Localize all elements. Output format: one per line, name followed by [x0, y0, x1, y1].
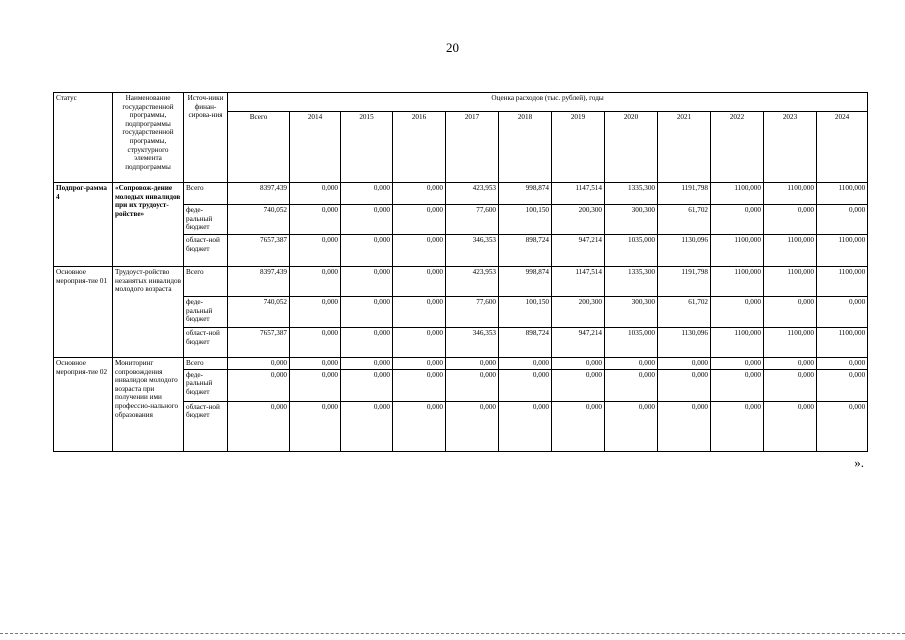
value-cell: 0,000 — [341, 358, 393, 370]
value-cell: 0,000 — [228, 358, 290, 370]
value-cell: 740,052 — [228, 205, 290, 235]
value-cell: 0,000 — [341, 328, 393, 358]
value-cell: 0,000 — [290, 358, 341, 370]
header-row-top — [54, 93, 868, 112]
value-cell: 1100,000 — [817, 267, 868, 297]
value-cell: 1100,000 — [711, 183, 764, 205]
header-col: 2014 — [290, 112, 341, 183]
value-cell: 1100,000 — [817, 235, 868, 267]
value-cell: 0,000 — [658, 369, 711, 401]
value-cell: 0,000 — [817, 401, 868, 451]
header-col: 2021 — [658, 112, 711, 183]
value-cell: 0,000 — [552, 358, 605, 370]
value-cell: 0,000 — [711, 297, 764, 328]
header-name: Наименование государственной программы, подпрограммы государственной программы, структурного элемента подпрограммы — [113, 93, 184, 183]
value-cell: 0,000 — [446, 358, 499, 370]
value-cell: 0,000 — [393, 369, 446, 401]
value-cell: 0,000 — [658, 401, 711, 451]
value-cell: 0,000 — [817, 297, 868, 328]
value-cell: 1100,000 — [817, 328, 868, 358]
value-cell: 998,874 — [499, 183, 552, 205]
value-cell: 7657,387 — [228, 328, 290, 358]
source-cell: феде-ральный бюджет — [184, 205, 228, 235]
value-cell: 0,000 — [341, 183, 393, 205]
value-cell: 0,000 — [290, 401, 341, 451]
value-cell: 0,000 — [393, 235, 446, 267]
source-cell: феде-ральный бюджет — [184, 297, 228, 328]
value-cell: 0,000 — [817, 369, 868, 401]
value-cell: 1147,514 — [552, 267, 605, 297]
name-cell: Мониторинг сопровождения инвалидов молодого возраста при получении ими профессио-нального образования — [113, 358, 184, 452]
value-cell: 0,000 — [393, 297, 446, 328]
value-cell: 1147,514 — [552, 183, 605, 205]
value-cell: 0,000 — [290, 328, 341, 358]
header-col: Всего — [228, 112, 290, 183]
value-cell: 1100,000 — [764, 235, 817, 267]
value-cell: 0,000 — [552, 401, 605, 451]
value-cell: 0,000 — [228, 369, 290, 401]
value-cell: 0,000 — [290, 183, 341, 205]
value-cell: 300,300 — [605, 297, 658, 328]
value-cell: 0,000 — [446, 369, 499, 401]
table-row — [54, 183, 868, 205]
header-col: 2019 — [552, 112, 605, 183]
source-cell: област-ной бюджет — [184, 401, 228, 451]
value-cell: 0,000 — [499, 401, 552, 451]
value-cell: 100,150 — [499, 205, 552, 235]
value-cell: 7657,387 — [228, 235, 290, 267]
header-col: 2020 — [605, 112, 658, 183]
value-cell: 998,874 — [499, 267, 552, 297]
value-cell: 898,724 — [499, 235, 552, 267]
value-cell: 0,000 — [290, 297, 341, 328]
header-col: 2022 — [711, 112, 764, 183]
value-cell: 8397,439 — [228, 267, 290, 297]
header-status: Статус — [54, 93, 113, 183]
value-cell: 200,300 — [552, 205, 605, 235]
value-cell: 0,000 — [764, 297, 817, 328]
source-cell: област-ной бюджет — [184, 328, 228, 358]
status-cell: Основное мероприя-тие 01 — [54, 267, 113, 358]
value-cell: 346,353 — [446, 328, 499, 358]
value-cell: 200,300 — [552, 297, 605, 328]
value-cell: 0,000 — [499, 369, 552, 401]
value-cell: 0,000 — [290, 369, 341, 401]
name-cell: «Сопровож-дение молодых инвалидов при их трудоуст-ройстве» — [113, 183, 184, 267]
value-cell: 0,000 — [341, 297, 393, 328]
value-cell: 1035,000 — [605, 328, 658, 358]
scan-edge-line — [0, 633, 905, 634]
value-cell: 0,000 — [764, 369, 817, 401]
value-cell: 423,953 — [446, 267, 499, 297]
value-cell: 740,052 — [228, 297, 290, 328]
value-cell: 0,000 — [393, 328, 446, 358]
header-col: 2017 — [446, 112, 499, 183]
header-estimate: Оценка расходов (тыс. рублей), годы — [228, 93, 868, 112]
value-cell: 947,214 — [552, 328, 605, 358]
value-cell: 0,000 — [393, 183, 446, 205]
value-cell: 1335,300 — [605, 183, 658, 205]
value-cell: 1100,000 — [711, 328, 764, 358]
value-cell: 947,214 — [552, 235, 605, 267]
table-row — [54, 267, 868, 297]
value-cell: 1100,000 — [711, 267, 764, 297]
header-col: 2024 — [817, 112, 868, 183]
table-row — [54, 358, 868, 370]
value-cell: 1100,000 — [764, 267, 817, 297]
value-cell: 1191,798 — [658, 267, 711, 297]
value-cell: 0,000 — [605, 401, 658, 451]
header-col: 2015 — [341, 112, 393, 183]
status-cell: Подпрог-рамма 4 — [54, 183, 113, 267]
value-cell: 1100,000 — [711, 235, 764, 267]
value-cell: 0,000 — [817, 358, 868, 370]
value-cell: 1130,096 — [658, 235, 711, 267]
header-col: 2023 — [764, 112, 817, 183]
name-cell: Трудоуст-ройство незанятых инвалидов молодого возраста — [113, 267, 184, 358]
value-cell: 0,000 — [341, 369, 393, 401]
value-cell: 346,353 — [446, 235, 499, 267]
value-cell: 0,000 — [552, 369, 605, 401]
value-cell: 0,000 — [290, 267, 341, 297]
value-cell: 77,600 — [446, 297, 499, 328]
value-cell: 0,000 — [764, 205, 817, 235]
value-cell: 0,000 — [341, 401, 393, 451]
source-cell: Всего — [184, 358, 228, 370]
status-cell: Основное мероприя-тие 02 — [54, 358, 113, 452]
value-cell: 1100,000 — [764, 328, 817, 358]
value-cell: 0,000 — [711, 401, 764, 451]
source-cell: Всего — [184, 183, 228, 205]
value-cell: 0,000 — [605, 369, 658, 401]
source-cell: Всего — [184, 267, 228, 297]
value-cell: 0,000 — [290, 205, 341, 235]
budget-table — [53, 92, 868, 452]
closing-mark: ». — [854, 455, 864, 470]
value-cell: 1191,798 — [658, 183, 711, 205]
value-cell: 1100,000 — [817, 183, 868, 205]
value-cell: 61,702 — [658, 205, 711, 235]
value-cell: 0,000 — [446, 401, 499, 451]
page-number: 20 — [446, 40, 459, 55]
value-cell: 8397,439 — [228, 183, 290, 205]
value-cell: 423,953 — [446, 183, 499, 205]
value-cell: 0,000 — [764, 401, 817, 451]
value-cell: 0,000 — [711, 369, 764, 401]
value-cell: 0,000 — [341, 205, 393, 235]
value-cell: 898,724 — [499, 328, 552, 358]
source-cell: област-ной бюджет — [184, 235, 228, 267]
value-cell: 0,000 — [711, 358, 764, 370]
header-col: 2018 — [499, 112, 552, 183]
value-cell: 1335,300 — [605, 267, 658, 297]
value-cell: 300,300 — [605, 205, 658, 235]
value-cell: 1035,000 — [605, 235, 658, 267]
value-cell: 0,000 — [499, 358, 552, 370]
value-cell: 0,000 — [711, 205, 764, 235]
value-cell: 0,000 — [393, 205, 446, 235]
value-cell: 100,150 — [499, 297, 552, 328]
value-cell: 1100,000 — [764, 183, 817, 205]
header-col: 2016 — [393, 112, 446, 183]
value-cell: 0,000 — [658, 358, 711, 370]
value-cell: 1130,096 — [658, 328, 711, 358]
source-cell: феде-ральный бюджет — [184, 369, 228, 401]
value-cell: 0,000 — [228, 401, 290, 451]
value-cell: 0,000 — [393, 401, 446, 451]
value-cell: 0,000 — [341, 267, 393, 297]
header-source: Источ-ники финан-сирова-ния — [184, 93, 228, 183]
value-cell: 0,000 — [393, 358, 446, 370]
value-cell: 0,000 — [605, 358, 658, 370]
value-cell: 0,000 — [393, 267, 446, 297]
value-cell: 61,702 — [658, 297, 711, 328]
value-cell: 77,600 — [446, 205, 499, 235]
value-cell: 0,000 — [290, 235, 341, 267]
value-cell: 0,000 — [341, 235, 393, 267]
value-cell: 0,000 — [764, 358, 817, 370]
value-cell: 0,000 — [817, 205, 868, 235]
